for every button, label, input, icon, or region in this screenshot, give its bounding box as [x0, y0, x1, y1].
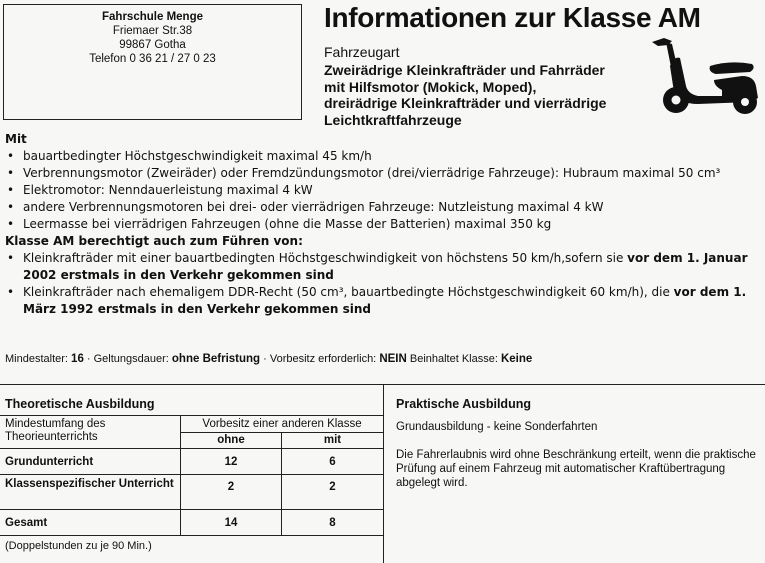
class-meta-info [5, 353, 532, 365]
validity-label: · Geltungsdauer: [86, 353, 169, 365]
vehicle-type-label: Fahrzeugart [324, 44, 400, 60]
item-text: Kleinkrafträder mit einer bauartbedingten Höchstgeschwindigkeit von höchstens 50 km/h,sofern sie [23, 251, 628, 265]
divider [0, 509, 383, 510]
mit-heading: Mit [5, 132, 27, 146]
list-item: • Verbrennungsmotor (Zweiräder) oder Fremdzündungsmotor (drei/vierrädrige Fahrzeuge): Hubraum maximal 50 cm³ [7, 166, 721, 180]
divider [383, 384, 384, 563]
practice-basic: Grundausbildung - keine Sonderfahrten [396, 421, 598, 433]
class-details [5, 131, 760, 318]
footnote: (Doppelstunden zu je 90 Min.) [5, 540, 152, 552]
divider [0, 415, 383, 416]
divider [0, 448, 383, 449]
list-item: • Kleinkrafträder nach ehemaligem DDR-Recht (50 cm³, bauartbedingte Höchstgeschwindigkeit 60 km/h), die vor dem 1. März 1992 erstmals in den Verkehr gekommen sind [7, 285, 747, 316]
prior-class-header: Vorbesitz einer anderen Klasse [202, 418, 362, 430]
validity-value: ohne Befristung [171, 353, 261, 365]
vehicle-type-line: mit Hilfsmotor (Mokick, Moped), [324, 78, 537, 95]
row-value-without: 14 [224, 517, 238, 529]
also-entitles-heading: Klasse AM berechtigt auch zum Führen von: [5, 234, 303, 248]
row-value-with: 8 [329, 517, 336, 529]
divider [0, 535, 383, 536]
list-item: • Leermasse bei vierrädrigen Fahrzeugen (ohne die Masse der Batterien) maximal 350 kg [7, 217, 552, 231]
vehicle-type-line: Zweirädrige Kleinkrafträder und Fahrräder [324, 62, 605, 78]
vehicle-type-description [324, 62, 654, 128]
col-with: mit [323, 434, 342, 446]
requirement-text: Verbrennungsmotor (Zweiräder) oder Fremdzündungsmotor (drei/vierrädrige Fahrzeuge): Hubraum maximal 50 cm³ [23, 166, 721, 180]
requirements-list [5, 148, 760, 233]
list-item: • Kleinkrafträder mit einer bauartbedingten Höchstgeschwindigkeit von höchstens 50 km/h,sofern sie vor dem 1. Januar 2002 erstmals in den Verkehr gekommen sind [7, 251, 748, 282]
requirement-text: Elektromotor: Nenndauerleistung maximal 4 kW [23, 183, 313, 197]
training-section [0, 384, 765, 563]
scope-label-line: Theorieunterrichts [5, 431, 98, 443]
prior-license-value: NEIN [379, 353, 407, 365]
scooter-icon [650, 36, 760, 116]
prior-license-label: · Vorbesitz erforderlich: [263, 353, 377, 365]
row-label: Klassenspezifischer Unterricht [5, 478, 174, 490]
row-value-without: 12 [224, 456, 238, 468]
row-value-with: 6 [329, 456, 336, 468]
theory-title: Theoretische Ausbildung [5, 397, 155, 411]
list-item: • Elektromotor: Nenndauerleistung maximal 4 kW [7, 183, 313, 197]
includes-class-value: Keine [500, 353, 533, 365]
school-phone: Telefon 0 36 21 / 27 0 23 [89, 53, 216, 65]
col-without: ohne [217, 434, 245, 446]
vehicle-type-line: dreirädrige Kleinkrafträder und vierrädrige [324, 95, 607, 111]
driving-school-address-box [3, 4, 302, 120]
row-label: Gesamt [5, 517, 48, 529]
requirement-text: bauartbedingter Höchstgeschwindigkeit maximal 45 km/h [23, 149, 372, 163]
requirement-text: Leermasse bei vierrädrigen Fahrzeugen (ohne die Masse der Batterien) maximal 350 kg [23, 217, 552, 231]
list-item: • bauartbedingter Höchstgeschwindigkeit maximal 45 km/h [7, 149, 372, 163]
school-name: Fahrschule Menge [102, 11, 203, 23]
school-street: Friemaer Str.38 [112, 25, 193, 37]
divider [0, 474, 383, 475]
item-text: Kleinkrafträder nach ehemaligem DDR-Recht (50 cm³, bauartbedingte Höchstgeschwindigkeit 60 km/h), die [23, 285, 674, 299]
min-age-label: Mindestalter: [5, 353, 68, 365]
item-bold-text: vor dem 1. Januar 2002 erstmals in den Verkehr gekommen sind [23, 251, 748, 282]
includes-class-label: Beinhaltet Klasse: [409, 353, 498, 365]
row-value-without: 2 [227, 481, 235, 493]
practice-title: Praktische Ausbildung [396, 397, 531, 411]
row-label: Grundunterricht [5, 456, 94, 468]
scope-label-line: Mindestumfang des [5, 418, 106, 430]
page-title: Informationen zur Klasse AM [324, 2, 701, 33]
row-value-with: 2 [329, 481, 336, 493]
vehicle-type-line: Leichtkraftfahrzeuge [324, 111, 462, 128]
requirement-text: andere Verbrennungsmotoren bei drei- oder vierrädrigen Fahrzeuge: Nutzleistung maximal 4 kW [23, 200, 604, 214]
item-bold-text: vor dem 1. März 1992 erstmals in den Verkehr gekommen sind [23, 285, 747, 316]
min-age-value: 16 [71, 353, 84, 365]
school-city: 99867 Gotha [119, 39, 186, 51]
list-item: • andere Verbrennungsmotoren bei drei- oder vierrädrigen Fahrzeuge: Nutzleistung maximal 4 kW [7, 200, 604, 214]
also-entitles-list [5, 250, 760, 318]
scope-label [5, 418, 105, 444]
practice-note: Die Fahrerlaubnis wird ohne Beschränkung erteilt, wenn die praktische Prüfung auf einem Fahrzeug mit automatischer Kraftübertragung abgelegt wird. [396, 449, 756, 489]
